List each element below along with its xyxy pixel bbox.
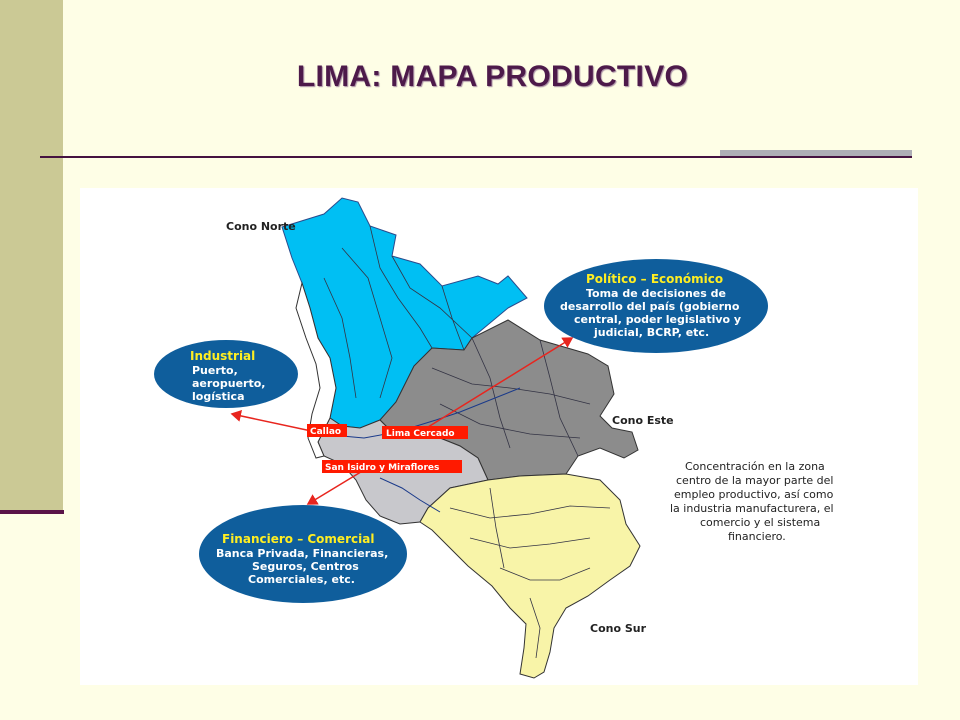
title-rule [40, 156, 912, 158]
tag-lima-cercado [382, 426, 468, 439]
label-cono-norte: Cono Norte [226, 220, 296, 233]
concentration-note [670, 460, 834, 543]
tag-san-isidro [322, 460, 462, 473]
note-line-2: centro de la mayor parte del [676, 474, 834, 487]
bubble-industrial-line-2: aeropuerto, [192, 377, 266, 390]
tag-lima-cercado-text: Lima Cercado [386, 429, 455, 439]
bubble-financiero-line-3: Comerciales, etc. [248, 573, 355, 586]
bubble-politico-line-2: desarrollo del país (gobierno [560, 300, 740, 313]
bubble-politico-line-3: central, poder legislativo y [574, 313, 742, 326]
map-panel [80, 188, 918, 685]
bubble-politico-line-1: Toma de decisiones de [586, 287, 726, 300]
note-line-4: la industria manufacturera, el [670, 502, 834, 515]
note-line-3: empleo productivo, así como [674, 488, 834, 501]
slide-title: LIMA: MAPA PRODUCTIVO [296, 60, 689, 93]
bubble-financiero-line-1: Banca Privada, Financieras, [216, 547, 389, 560]
side-band-underline [0, 510, 64, 514]
bubble-financiero-title: Financiero – Comercial [222, 532, 375, 546]
label-cono-este: Cono Este [612, 414, 674, 427]
tag-callao [307, 424, 347, 437]
bubble-industrial [154, 340, 298, 408]
label-cono-sur: Cono Sur [590, 622, 647, 635]
arrow-to-industrial [232, 414, 316, 432]
bubble-financiero-line-2: Seguros, Centros [252, 560, 359, 573]
bubble-politico [544, 259, 768, 353]
bubble-industrial-title: Industrial [190, 349, 256, 363]
tag-san-isidro-text: San Isidro y Miraflores [325, 463, 440, 473]
bubble-politico-line-4: judicial, BCRP, etc. [594, 326, 710, 339]
note-line-5: comercio y el sistema [700, 516, 821, 529]
bubble-industrial-line-3: logística [192, 390, 245, 403]
lima-map [80, 188, 918, 685]
bubble-politico-title: Político – Económico [586, 272, 724, 286]
bubble-industrial-line-1: Puerto, [192, 364, 238, 377]
note-line-1: Concentración en la zona [685, 460, 825, 473]
tag-callao-text: Callao [310, 427, 342, 437]
region-cono-sur [420, 474, 640, 678]
bubble-financiero [199, 505, 407, 603]
note-line-6: financiero. [728, 530, 786, 543]
